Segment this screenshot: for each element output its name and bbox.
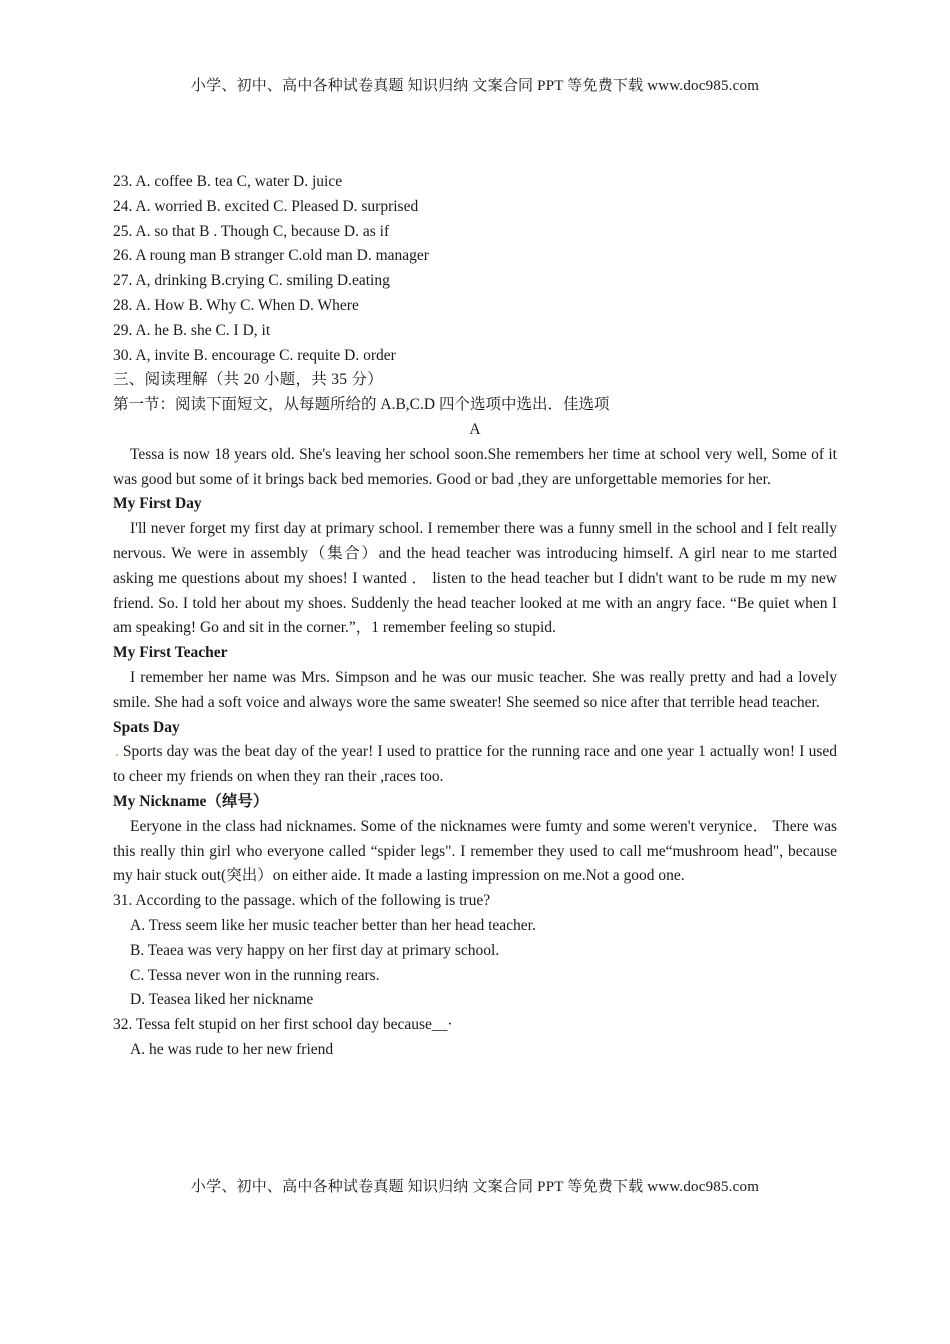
cloze-option-27: 27. A, drinking B.crying C. smiling D.eating (113, 272, 390, 290)
cloze-option-30: 30. A, invite B. encourage C. requite D. order (113, 346, 396, 364)
section-text-first-teacher: I remember her name was Mrs. Simpson and he was our music teacher. She was really pretty and had a lovely smile. She had a soft voice and always wore the same sweater! She seemed so nice after that terrible head teacher. (113, 668, 837, 711)
section-heading-nickname: My Nickname（绰号） (113, 792, 269, 810)
section-text-first-day: I'll never forget my first day at primary school. I remember there was a funny smell in the school and I felt really nervous. We were in assembly（集合）and the head teacher was introducing himself. A girl near to me started asking me questions about my shoes! I wanted ． listen to the head teacher but I didn't want to be rude m my new friend. So. I told her about my shoes. Suddenly the head teacher looked at me with an angry face. “Be quiet when I am speaking! Go and sit in the corner.”，1 remember feeling so stupid. (113, 520, 837, 637)
section-text-nickname: Eeryone in the class had nicknames. Some of the nicknames were fumty and some weren't verynice． There was this really thin girl who everyone called “spider legs". I remember they used to call me“mushroom head", because my hair stuck out(突出）on either aide. It made a lasting impression on me.Not a good one. (113, 817, 837, 885)
cloze-option-23: 23. A. coffee B. tea C, water D. juice (113, 173, 343, 190)
passage-label: A (469, 420, 481, 438)
section-paragraph-sports-day (113, 740, 837, 790)
passage-intro: Tessa is now 18 years old. She's leaving her school soon.She remembers her time at school very well, Some of it was good but some of it brings back bed memories. Good or bad ,they are unforgettable memories for her. (113, 445, 837, 488)
stray-dot-mark: . (115, 743, 119, 761)
section-text-sports-day: Sports day was the beat day of the year! I used to prattice for the running race and one year 1 actually won! I used to cheer my friends on when they ran their ,races too. (113, 743, 837, 786)
section-instruction: 第一节：阅读下面短文，从每题所给的 A.B,C.D 四个选项中选出．佳选项 (113, 396, 610, 414)
section-heading-first-day: My First Day (113, 495, 202, 513)
question-stem: 32. Tessa felt stupid on her first school day because__· (113, 1016, 453, 1034)
question-31 (113, 889, 837, 1013)
section-heading-first-teacher: My First Teacher (113, 644, 228, 662)
cloze-option-25: 25. A. so that B . Though C, because D. as if (113, 222, 390, 240)
page-footer: 小学、初中、高中各种试卷真题 知识归纳 文案合同 PPT 等免费下载 www.doc985.com (190, 1179, 760, 1195)
cloze-options-list (113, 170, 837, 368)
cloze-option-26: 26. A roung man B stranger C.old man D. manager (113, 247, 429, 265)
cloze-option-29: 29. A. he B. she C. I D, it (113, 321, 271, 339)
section-title: 三、阅读理解（共 20 小题，共 35 分） (113, 371, 384, 389)
question-option: D. Teasea liked her nickname (130, 991, 314, 1009)
question-32 (113, 1013, 837, 1063)
page-header: 小学、初中、高中各种试卷真题 知识归纳 文案合同 PPT 等免费下载 www.doc985.com (190, 78, 760, 94)
question-option: C. Tessa never won in the running rears. (130, 966, 380, 984)
question-stem: 31. According to the passage. which of the following is true? (113, 892, 491, 910)
document-body (113, 170, 837, 1063)
cloze-option-28: 28. A. How B. Why C. When D. Where (113, 296, 359, 314)
question-option: A. Tress seem like her music teacher better than her head teacher. (130, 916, 536, 934)
question-option: B. Teaea was very happy on her first day at primary school. (130, 941, 500, 959)
section-heading-sports-day: Spats Day (113, 718, 180, 736)
question-option: A. he was rude to her new friend (130, 1040, 334, 1058)
cloze-option-24: 24. A. worried B. excited C. Pleased D. surprised (113, 197, 419, 215)
